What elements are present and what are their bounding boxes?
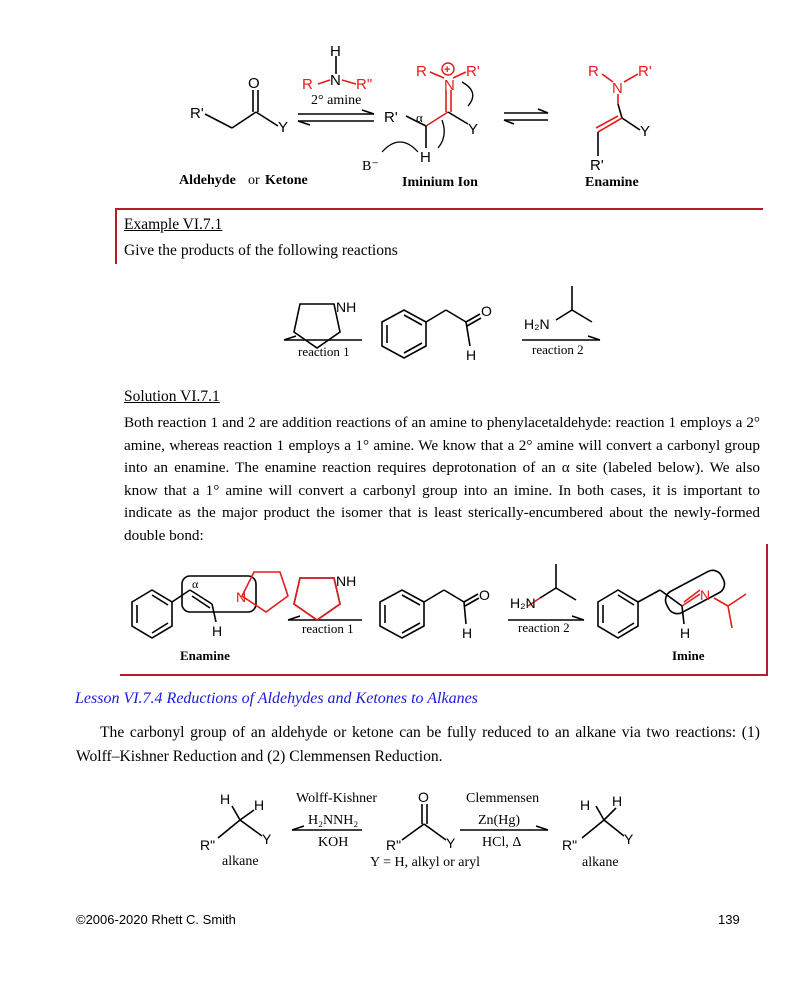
y-definition: Y = H, alkyl or aryl — [370, 855, 481, 870]
reduction-scheme — [0, 780, 798, 890]
atom-O: O — [481, 303, 492, 319]
atom-N: N — [612, 80, 623, 97]
atom-H: H — [220, 791, 231, 807]
enamine-label: Enamine — [585, 175, 639, 190]
atom-N: N — [236, 589, 247, 605]
atom-H: H — [330, 43, 341, 60]
atom-R-prime: R' — [590, 157, 604, 174]
atom-Y: Y — [624, 831, 634, 847]
atom-H: H — [254, 797, 265, 813]
atom-R-double-prime: R" — [562, 837, 578, 853]
atom-Y: Y — [640, 123, 651, 140]
atom-R-double-prime: R" — [200, 837, 216, 853]
atom-R: R — [302, 76, 313, 93]
wolff-kishner-title: Wolff-Kishner — [296, 791, 378, 806]
reaction-1-label: reaction 1 — [298, 344, 350, 359]
alkane-label: alkane — [582, 855, 619, 870]
atom-Y: Y — [446, 835, 456, 851]
atom-Y: Y — [468, 121, 479, 138]
cl-reagent-hcl: HCl, Δ — [482, 835, 522, 850]
atom-Y: Y — [262, 831, 272, 847]
or-label: or — [248, 173, 260, 188]
footer-copyright: ©2006-2020 Rhett C. Smith — [76, 912, 236, 927]
base-label: B⁻ — [362, 159, 379, 174]
amine-H2N: H₂N — [524, 316, 550, 332]
wk-reagent-hydrazine: H₂NNH₂ — [308, 813, 359, 828]
ketone-label: Ketone — [265, 173, 308, 188]
atom-NH: NH — [336, 573, 357, 589]
alkane-label: alkane — [222, 854, 259, 869]
atom-N: N — [700, 587, 711, 603]
atom-O: O — [418, 789, 429, 805]
atom-H: H — [680, 625, 691, 641]
atom-H: H — [612, 793, 623, 809]
atom-H: H — [420, 149, 431, 166]
reaction-2-label: reaction 2 — [532, 342, 584, 357]
page-number: 139 — [718, 912, 740, 927]
atom-R-prime: R' — [190, 105, 204, 122]
iminium-label: Iminium Ion — [402, 175, 478, 190]
example-scheme — [0, 270, 798, 380]
atom-R-prime: R' — [384, 109, 398, 126]
atom-R-prime: R' — [638, 63, 652, 80]
reaction-2-label: reaction 2 — [518, 620, 570, 635]
atom-NH: NH — [336, 299, 357, 315]
atom-R-double-prime: R" — [386, 837, 402, 853]
atom-H: H — [580, 797, 591, 813]
atom-O: O — [479, 587, 490, 603]
lesson-text — [76, 721, 760, 769]
lesson-heading: Lesson VI.7.4 Reductions of Aldehydes and Ketones to Alkanes — [75, 690, 478, 707]
scheme-enamine-formation — [0, 0, 798, 200]
atom-N: N — [444, 77, 455, 94]
solution-scheme — [0, 550, 798, 670]
amine-H2N: H₂N — [510, 595, 536, 611]
aldehyde-label: Aldehyde — [179, 173, 236, 188]
example-title: Example VI.7.1 — [124, 216, 223, 233]
atom-O: O — [248, 75, 260, 92]
imine-product-label: Imine — [672, 648, 705, 663]
atom-R-double-prime: R" — [356, 76, 373, 93]
atom-H: H — [212, 623, 223, 639]
atom-H: H — [462, 625, 473, 641]
enamine-product-label: Enamine — [180, 648, 230, 663]
atom-R: R — [588, 63, 599, 80]
alpha-label: α — [192, 577, 199, 591]
example-prompt: Give the products of the following reactions — [124, 242, 398, 259]
cl-reagent-znhg: Zn(Hg) — [478, 813, 520, 828]
wk-reagent-koh: KOH — [318, 835, 349, 850]
atom-N: N — [330, 72, 341, 89]
plus-charge: + — [444, 64, 451, 76]
solution-title: Solution VI.7.1 — [124, 388, 220, 405]
solution-text: Both reaction 1 and 2 are addition reactions of an amine to phenylacetaldehyde: reaction 1 employs a 2° amine, whereas reaction 1 employs a 1° amine. We know that a 2° amine will convert a carbonyl group into an enamine. The enamine reaction requires deprotonation of an α site (labeled below). We also know that a 1° amine will convert a carbonyl group into an imine. In both cases, it is important to indicate as the major product the isomer that is least sterically-encumbered about the newly-formed double bond: — [124, 414, 760, 544]
reaction-1-label: reaction 1 — [302, 621, 354, 636]
atom-Y: Y — [278, 119, 289, 136]
lesson-text-content: The carbonyl group of an aldehyde or ketone can be fully reduced to an alkane via two reactions: (1) Wolff–Kishner Reduction and (2) Clemmensen Reduction. — [76, 724, 760, 765]
atom-H: H — [466, 347, 477, 363]
amine-label: 2° amine — [311, 93, 362, 108]
atom-R: R — [416, 63, 427, 80]
alpha-label: α — [416, 110, 423, 125]
atom-R-prime: R' — [466, 63, 480, 80]
clemmensen-title: Clemmensen — [466, 791, 540, 806]
